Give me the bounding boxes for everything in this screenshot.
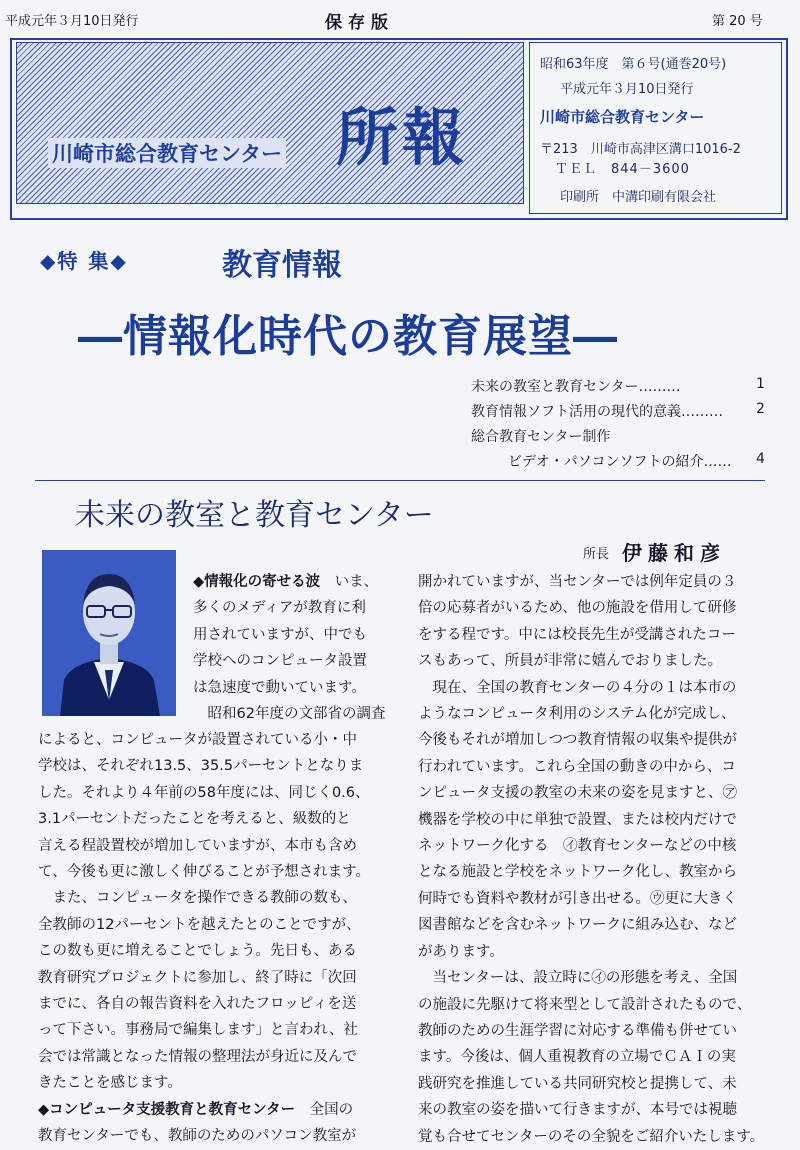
paragraph-line: 学校へのコンピュータ設置 [193,653,367,670]
paragraph-line: 当センターは、設立時に㋑の形態を考え、全国 [418,970,738,987]
paragraph-line: 践研究を推進している共同研究校と提携して、未 [418,1075,737,1092]
paragraph-line: 機器を学校の中に単独で設置、または校内だけで [418,811,737,828]
paragraph-line: 開かれていますが、当センターでは例年定員の３ [418,574,737,590]
info-date: 平成元年３月10日発行 [560,82,694,97]
feature-tag: ◆特 集◆ [40,249,128,273]
paragraph-line: 昭和62年度の文部省の調査 [193,706,386,723]
portrait-illustration [42,550,176,716]
info-printer: 印刷所 中溝印刷有限会社 [560,190,717,205]
paragraph-line: 多くのメディアが教育に利 [193,600,366,617]
paragraph-line: この数も更に増えることでしょう。先日も、ある [38,943,357,960]
issue-date: 平成元年３月10日発行 [5,14,139,29]
toc-label: ビデオ・パソコンソフトの紹介…… [508,454,732,470]
article-title: 未来の教室と教育センター [75,498,434,533]
left-column-wrap [193,569,393,727]
toc-label: 教育情報ソフト活用の現代的意義……… [471,404,723,420]
paragraph-line: ◆コンピュータ支援教育と教育センター 全国の [38,1101,354,1118]
info-volume: 昭和63年度 第６号(通巻20号) [540,57,727,72]
paragraph-line: 来の教室の姿を描いて行きますが、本号では視聴 [418,1102,737,1119]
paragraph-line: 倍の応募者がいるため、他の施設を借用して研修 [418,600,737,617]
paragraph-line: 全教師の12パーセントを越えたとのことですが、 [38,916,361,933]
edition-label: 保存版 [325,13,394,33]
info-publisher: 川崎市総合教育センター [540,108,705,126]
toc-page: 1 [756,376,765,392]
paragraph-line: 用されていますが、中でも [193,626,367,643]
left-column-body [38,727,398,1150]
paragraph-line: は急速度で動いています。 [193,679,366,696]
toc-item-2 [471,401,765,421]
paragraph-line: ようなコンピュータ利用のシステム化が完成し、 [418,706,736,723]
feature-title: ―情報化時代の教育展望― [78,311,618,362]
paragraph-line: ◆情報化の寄せる波 いま、 [193,574,379,590]
paragraph-line: 教師のための生涯学習に対応する準備も併せてい [418,1022,737,1039]
paragraph-line: 教育センターでも、教師のためのパソコン教室が [38,1128,357,1145]
toc-label: 総合教育センター制作 [471,429,611,445]
paragraph-line: 現在、全国の教育センターの４分の１は本市の [418,679,737,696]
paragraph-line: 会では常識となった情報の整理法が身近に及んで [38,1048,357,1065]
author-name: 伊藤和彦 [622,541,726,565]
paragraph-line: 行われています。これら全国の動きの中から、コ [418,758,736,775]
paragraph-line: までに、各自の報告資料を入れたフロッピィを送 [38,996,357,1013]
paragraph-line: って下さい。事務局で編集します」と言われ、社 [38,1022,358,1039]
toc-label: 未来の教室と教育センター……… [471,379,681,395]
right-column-body [418,569,788,1150]
author-role: 所長 [583,547,610,562]
paragraph-line: 何時でも資料や教材が引き出せる。㋒更に大きく [418,890,737,907]
paragraph-line: 教育研究プロジェクトに参加し、終了時に「次回 [38,969,357,986]
toc-item-1 [471,376,765,396]
info-address: 〒213 川崎市高津区溝口1016-2 [540,142,741,157]
section-divider [35,480,765,481]
paragraph-line: した。それより４年前の58年度には、同じく0.6、 [38,784,370,801]
paragraph-line: また、コンピュータを操作できる教師の数も、 [38,890,357,907]
author-portrait [42,550,176,716]
paragraph-line: スもあって、所員が非常に嬉んでおりました。 [418,653,723,670]
toc-item-3 [471,426,610,446]
masthead-title: 所報 [336,101,469,174]
toc-item-4 [508,451,765,471]
paragraph-line: 図書館などを含むネットワークに組み込む、など [418,917,737,934]
paragraph-line: ンピュータ支援の教室の未来の姿を見ますと、㋐ [418,785,737,802]
paragraph-line: て、今後も更に激しく伸びることが予想されます。 [38,864,371,881]
paragraph-line: の施設に先駆けて将来型として設計されたもので、 [418,996,752,1013]
paragraph-line: 今後もそれが増加しつつ教育情報の収集や提供が [418,732,737,749]
toc-page: 4 [756,451,765,467]
paragraph-line: があります。 [418,943,504,960]
info-tel: ＴＥＬ 844－3600 [555,162,690,177]
paragraph-line: によると、コンピュータが設置されている小・中 [38,732,357,748]
paragraph-line: 言える程設置校が増加していますが、本市も含め [38,837,357,854]
paragraph-line: 3.1パーセントだったことを考えると、級数的と [38,811,351,828]
paragraph-line: 覚も合せてセンターのその全貌をご紹介いたします。 [418,1128,765,1145]
masthead-org-label: 川崎市総合教育センター [48,138,286,168]
paragraph-line: となる施設と学校をネットワーク化し、教室から [418,864,737,881]
paragraph-line: をする程です。中には校長先生が受講されたコー [418,626,736,643]
paragraph-line: 学校は、それぞれ13.5、35.5パーセントとなりま [38,758,364,775]
paragraph-line: ネットワーク化する ㋑教育センターなどの中核 [418,838,737,855]
feature-kicker: 教育情報 [222,248,342,283]
toc-page: 2 [756,401,765,417]
paragraph-line: ます。今後は、個人重視教育の立場でＣＡＩの実 [418,1049,736,1066]
issue-number: 第 20 号 [712,14,763,29]
paragraph-line: きたことを感じます。 [38,1075,182,1092]
